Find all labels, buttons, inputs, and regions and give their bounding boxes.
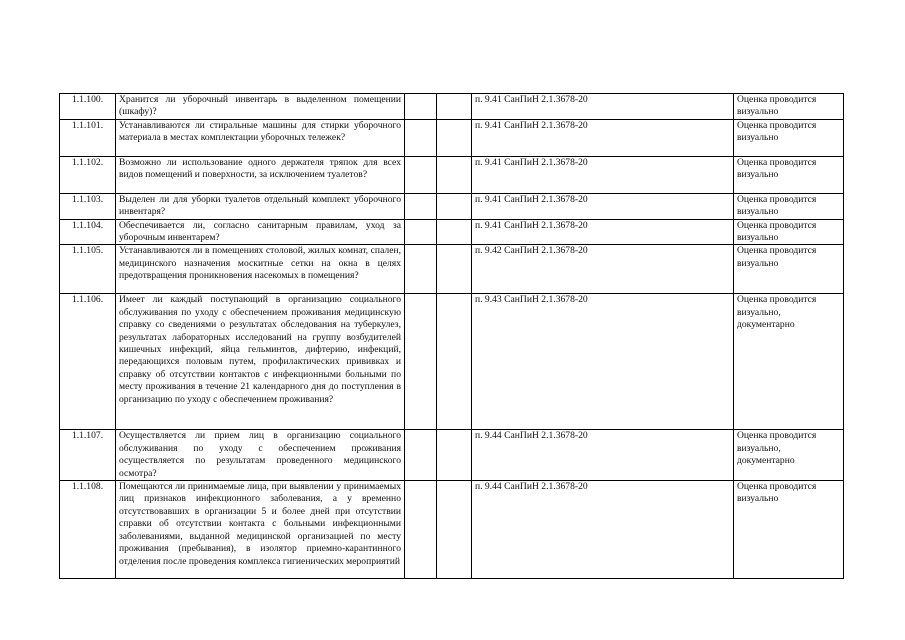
method-cell: Оценка проводится визуально <box>734 219 844 245</box>
method-cell: Оценка проводится визуально, документарно <box>734 294 844 430</box>
row-number: 1.1.108. <box>60 481 116 579</box>
answer-no-cell <box>437 481 472 579</box>
table-row <box>60 294 844 430</box>
checklist-table <box>59 93 844 579</box>
reference-cell: п. 9.41 СанПиН 2.1.3678-20 <box>472 219 734 245</box>
answer-yes-cell <box>405 119 437 156</box>
answer-yes-cell <box>405 219 437 245</box>
reference-cell: п. 9.41 СанПиН 2.1.3678-20 <box>472 156 734 193</box>
answer-yes-cell <box>405 94 437 120</box>
row-number: 1.1.104. <box>60 219 116 245</box>
answer-no-cell <box>437 219 472 245</box>
table-row <box>60 119 844 156</box>
question-cell: Устанавливаются ли в помещениях столовой, жилых комнат, спален, медицинского назначения москитные сетки на окна в целях предотвращения проникновения насекомых в помещения? <box>116 245 405 294</box>
answer-yes-cell <box>405 481 437 579</box>
method-cell: Оценка проводится визуально <box>734 481 844 579</box>
question-cell: Хранится ли уборочный инвентарь в выделенном помещении (шкафу)? <box>116 94 405 120</box>
row-number: 1.1.102. <box>60 156 116 193</box>
checklist-body <box>60 94 844 579</box>
reference-cell: п. 9.44 СанПиН 2.1.3678-20 <box>472 430 734 481</box>
row-number: 1.1.107. <box>60 430 116 481</box>
answer-yes-cell <box>405 430 437 481</box>
answer-no-cell <box>437 193 472 219</box>
answer-yes-cell <box>405 294 437 430</box>
reference-cell: п. 9.44 СанПиН 2.1.3678-20 <box>472 481 734 579</box>
answer-no-cell <box>437 156 472 193</box>
answer-yes-cell <box>405 193 437 219</box>
row-number: 1.1.101. <box>60 119 116 156</box>
method-cell: Оценка проводится визуально <box>734 245 844 294</box>
table-row <box>60 481 844 579</box>
question-cell: Устанавливаются ли стиральные машины для стирки уборочного материала в местах комплектации уборочных тележек? <box>116 119 405 156</box>
reference-cell: п. 9.41 СанПиН 2.1.3678-20 <box>472 94 734 120</box>
method-cell: Оценка проводится визуально, документарно <box>734 430 844 481</box>
question-cell: Помещаются ли принимаемые лица, при выявлении у принимаемых лиц признаков инфекционного заболевания, а у временно отсутствовавших в организации 5 и более дней при отсутствии справки об отсутствии контакта с больными инфекционными заболеваниями, выданной медицинской организацией по месту проживания (пребывания), в изолятор приемно-карантинного отделения после проведения комплекса гигиенических мероприятий <box>116 481 405 579</box>
answer-yes-cell <box>405 156 437 193</box>
table-row <box>60 245 844 294</box>
reference-cell: п. 9.43 СанПиН 2.1.3678-20 <box>472 294 734 430</box>
table-row <box>60 156 844 193</box>
table-row <box>60 193 844 219</box>
answer-no-cell <box>437 245 472 294</box>
method-cell: Оценка проводится визуально <box>734 94 844 120</box>
reference-cell: п. 9.41 СанПиН 2.1.3678-20 <box>472 119 734 156</box>
answer-no-cell <box>437 430 472 481</box>
table-row <box>60 94 844 120</box>
question-cell: Выделен ли для уборки туалетов отдельный комплект уборочного инвентаря? <box>116 193 405 219</box>
row-number: 1.1.106. <box>60 294 116 430</box>
reference-cell: п. 9.42 СанПиН 2.1.3678-20 <box>472 245 734 294</box>
answer-no-cell <box>437 294 472 430</box>
question-cell: Возможно ли использование одного держателя тряпок для всех видов помещений и поверхности, за исключением туалетов? <box>116 156 405 193</box>
answer-no-cell <box>437 94 472 120</box>
method-cell: Оценка проводится визуально <box>734 119 844 156</box>
row-number: 1.1.105. <box>60 245 116 294</box>
answer-yes-cell <box>405 245 437 294</box>
question-cell: Осуществляется ли прием лиц в организацию социального обслуживания по уходу с обеспечением проживания осуществляется по результатам проведенного медицинского осмотра? <box>116 430 405 481</box>
method-cell: Оценка проводится визуально <box>734 156 844 193</box>
question-cell: Обеспечивается ли, согласно санитарным правилам, уход за уборочным инвентарем? <box>116 219 405 245</box>
answer-no-cell <box>437 119 472 156</box>
reference-cell: п. 9.41 СанПиН 2.1.3678-20 <box>472 193 734 219</box>
row-number: 1.1.100. <box>60 94 116 120</box>
row-number: 1.1.103. <box>60 193 116 219</box>
table-row <box>60 430 844 481</box>
table-row <box>60 219 844 245</box>
question-cell: Имеет ли каждый поступающий в организацию социального обслуживания по уходу с обеспечением проживания медицинскую справку со сведениями о результатах обследования на туберкулез, результатах лабораторных исследований на группу возбудителей кишечных инфекций, яйца гельминтов, дифтерию, инфекций, передающихся половым путем, профилактических прививках и справку об отсутствии контактов с инфекционными больными по месту проживания в течение 21 календарного дня до поступления в организацию по уходу с обеспечением проживания? <box>116 294 405 430</box>
method-cell: Оценка проводится визуально <box>734 193 844 219</box>
